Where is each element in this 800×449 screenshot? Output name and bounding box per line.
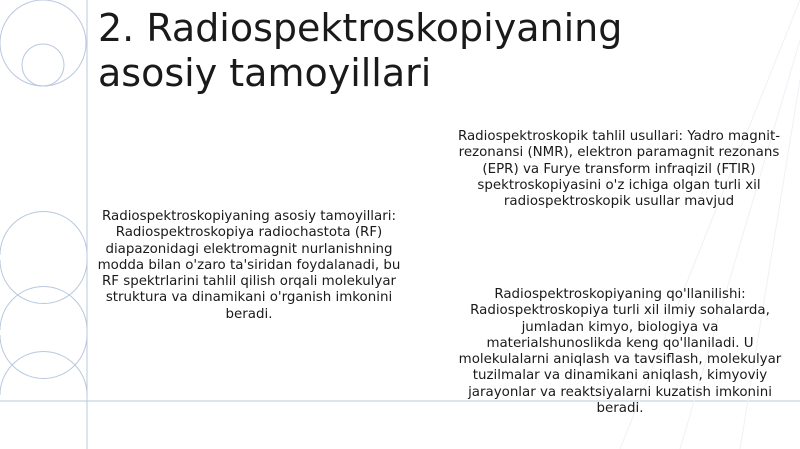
applications-text: Radiospektroskopiyaning qo'llanilishi: Radiospektroskopiya turli xil ilmiy sohalarda, jumladan kimyo, biologiya va materialshunoslikda keng qo'llaniladi. U molekulalarni aniqlash va tavsiflash, molekulyar tuzilmalar va dinamikani aniqlash, kimyoviy jarayonlar va reaktsiyalarni kuzatish imkonini beradi. xyxy=(458,287,782,417)
top-circle-outer xyxy=(0,0,86,86)
principles-text: Radiospektroskopiyaning asosiy tamoyillari: Radiospektroskopiya radiochastota (RF) diapazonidagi elektromagnit nurlanishning modda bilan o'zaro ta'siridan foydalanadi, bu RF spektrlarini tahlil qilish orqali molekulyar struktura va dinamikani o'rganish imkonini beradi. xyxy=(97,209,401,322)
lowest-arc xyxy=(0,352,87,396)
middle-arc xyxy=(0,212,87,256)
top-circle-inner xyxy=(22,44,64,86)
middle-arc-lower xyxy=(0,260,87,304)
bottom-arc xyxy=(0,287,87,331)
title-line-2: asosiy tamoyillari xyxy=(98,51,432,95)
slide-title xyxy=(98,6,738,96)
title-line-1: 2. Radiospektroskopiyaning xyxy=(98,6,623,50)
bottom-arc-lower xyxy=(0,335,87,378)
methods-text: Radiospektroskopik tahlil usullari: Yadro magnit-rezonansi (NMR), elektron paramagnit rezonans (EPR) va Furye transform infraqizil (FTIR) spektroskopiyasini o'z ichiga olgan turli xil radiospektroskopik usullar mavjud xyxy=(457,129,781,210)
